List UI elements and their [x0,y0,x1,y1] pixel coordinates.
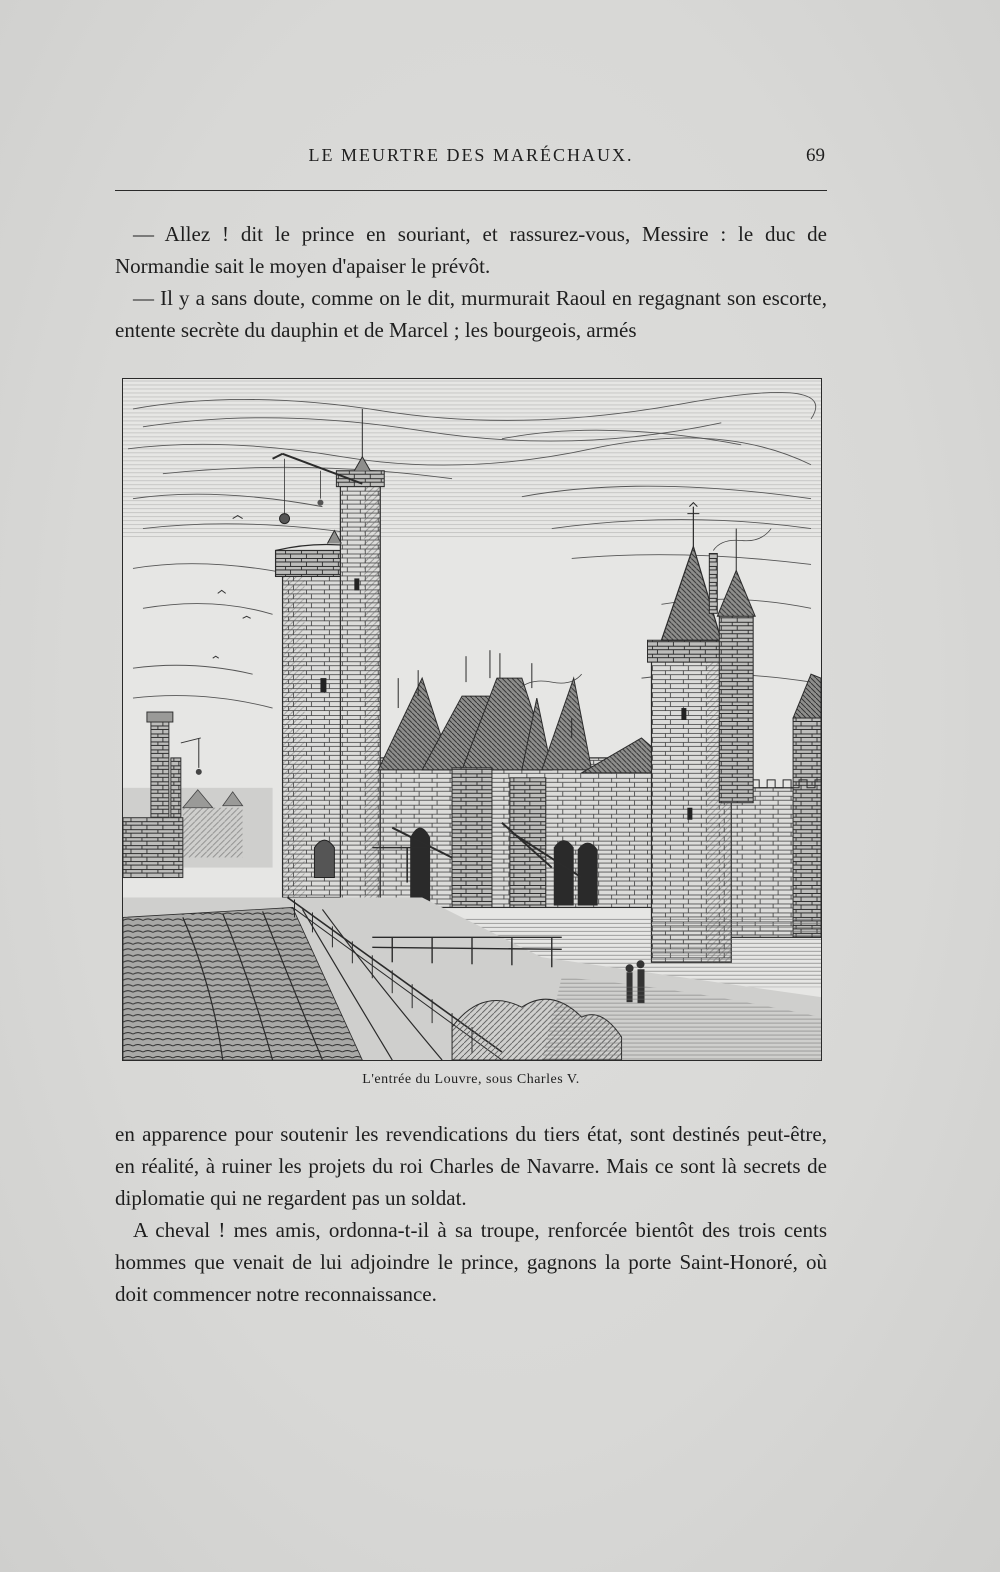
engraving-illustration [123,379,821,1060]
paragraph: — Il y a sans doute, comme on le dit, murmurait Raoul en regagnant son escorte, entente secrète du dauphin et de Marcel ; les bourgeois, armés [115,286,827,342]
figure-caption: L'entrée du Louvre, sous Charles V. [362,1072,580,1087]
paragraph: A cheval ! mes amis, ordonna-t-il à sa troupe, renforcée bientôt des trois cents hommes que venait de lui adjoindre le prince, gagnons la porte Saint-Honoré, où doit commencer notre reconnaissance. [115,1218,827,1306]
illustration-louvre-entrance [122,378,822,1061]
paragraph: en apparence pour soutenir les revendications du tiers état, sont destinés peut-être, en réalité, à ruiner les projets du roi Charles de Navarre. Mais ce sont là secrets de diplomatie qui ne regardent pas un soldat. [115,1122,827,1210]
text-block-top [115,218,827,346]
running-title: LE MEURTRE DES MARÉCHAUX. [308,145,634,165]
paragraph: — Allez ! dit le prince en souriant, et rassurez-vous, Messire : le duc de Normandie sait le moyen d'apaiser le prévôt. [115,222,827,278]
text-block-bottom [115,1118,827,1310]
header-rule [115,190,827,191]
page-number: 69 [806,145,825,166]
running-head [115,145,827,175]
